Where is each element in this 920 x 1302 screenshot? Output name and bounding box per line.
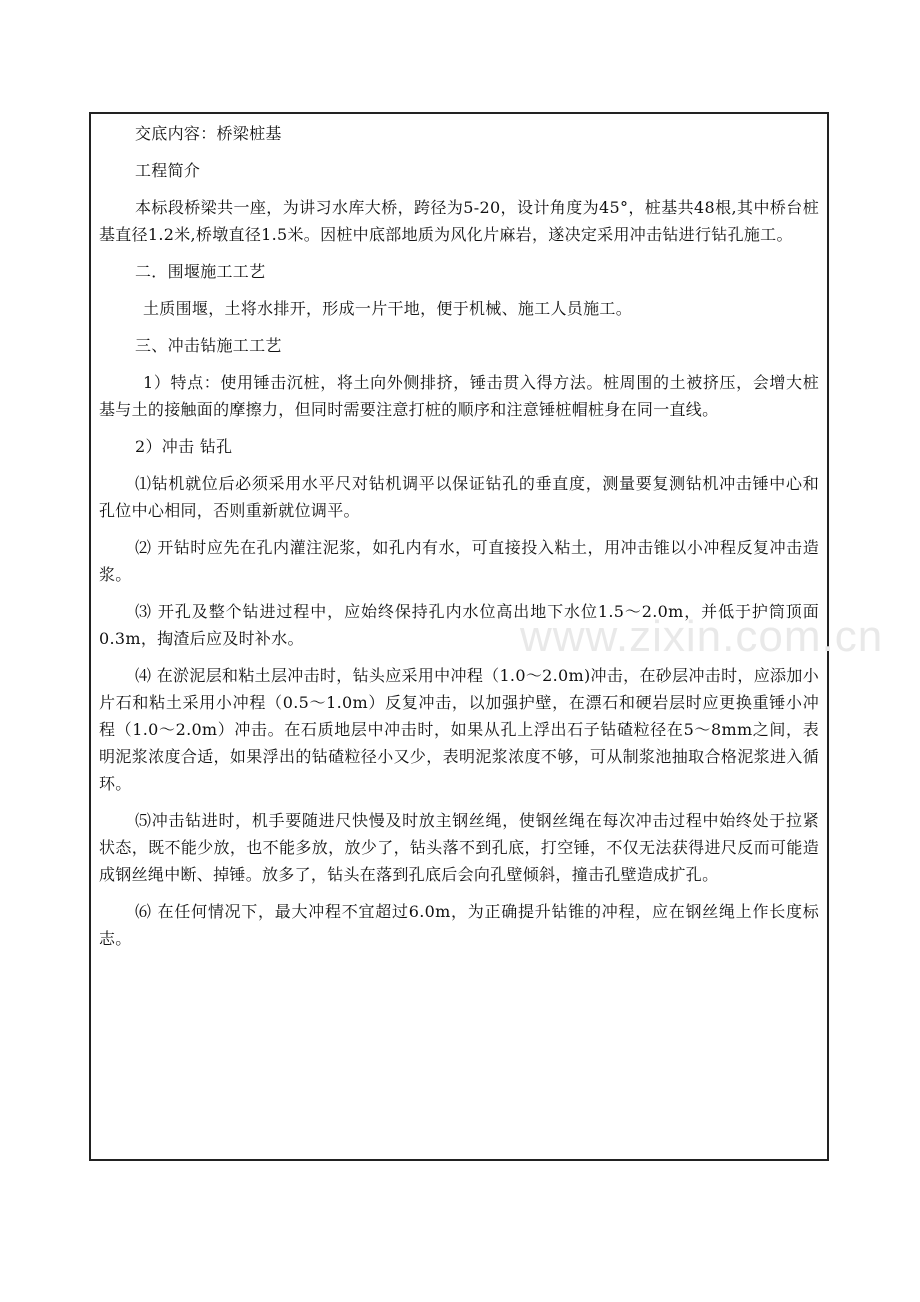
drilling-item-6: ⑹ 在任何情况下，最大冲程不宜超过6.0m，为正确提升钻锥的冲程，应在钢丝绳上作长度标志。 <box>99 902 819 948</box>
section-2-title: 二．围堰施工工艺 <box>135 262 266 281</box>
drilling-item-3: ⑶ 开孔及整个钻进过程中，应始终保持孔内水位高出地下水位1.5～2.0m，并低于护筒顶面0.3m，掏渣后应及时补水。 <box>99 602 819 648</box>
drilling-item-2: ⑵ 开钻时应先在孔内灌注泥浆，如孔内有水，可直接投入粘土，用冲击锥以小冲程反复冲击造浆。 <box>99 538 819 584</box>
watermark: www.zixin.com.cn <box>520 612 884 661</box>
section-2-paragraph: 土质围堰，土将水排开，形成一片干地，便于机械、施工人员施工。 <box>143 299 633 318</box>
section-3-title: 三、冲击钻施工工艺 <box>135 336 282 355</box>
drilling-item-5: ⑸冲击钻进时，机手要随进尺快慢及时放主钢丝绳，使钢丝绳在每次冲击过程中始终处于拉紧状态，既不能少放，也不能多放，放少了，钻头落不到孔底，打空锤，不仅无法获得进尺反而可能造成钢丝绳中断、掉锤。放多了，钻头在落到孔底后会向孔壁倾斜，撞击孔壁造成扩孔。 <box>99 811 819 884</box>
feature-paragraph: 1）特点：使用锤击沉桩，将土向外侧排挤，锤击贯入得方法。桩周围的土被挤压，会增大桩基与土的接触面的摩擦力，但同时需要注意打桩的顺序和注意锤桩帽桩身在同一直线。 <box>99 373 819 419</box>
drilling-title: 2）冲击 钻孔 <box>135 437 233 456</box>
document-heading: 交底内容：桥梁桩基 <box>135 124 282 143</box>
drilling-item-4: ⑷ 在淤泥层和粘土层冲击时，钻头应采用中冲程（1.0～2.0m)冲击，在砂层冲击时，应添加小片石和粘土采用小冲程（0.5～1.0m）反复冲击，以加强护壁，在漂石和硬岩层时应更换重锤小冲程（1.0～2.0m）冲击。在石质地层中冲击时，如果从孔上浮出石子钻碴粒径在5～8mm之间，表明泥浆浓度合适，如果浮出的钻碴粒径小又少，表明泥浆浓度不够，可从制浆池抽取合格泥浆进入循环。 <box>99 666 819 793</box>
intro-paragraph: 本标段桥梁共一座，为讲习水库大桥，跨径为5-20，设计角度为45°，桩基共48根,其中桥台桩基直径1.2米,桥墩直径1.5米。因桩中底部地质为风化片麻岩，遂决定采用冲击钻进行钻孔施工。 <box>99 198 819 244</box>
intro-title: 工程简介 <box>135 161 201 180</box>
drilling-item-1: ⑴钻机就位后必须采用水平尺对钻机调平以保证钻孔的垂直度，测量要复测钻机冲击锤中心和孔位中心相同，否则重新就位调平。 <box>99 474 819 520</box>
document-frame <box>89 112 829 1161</box>
